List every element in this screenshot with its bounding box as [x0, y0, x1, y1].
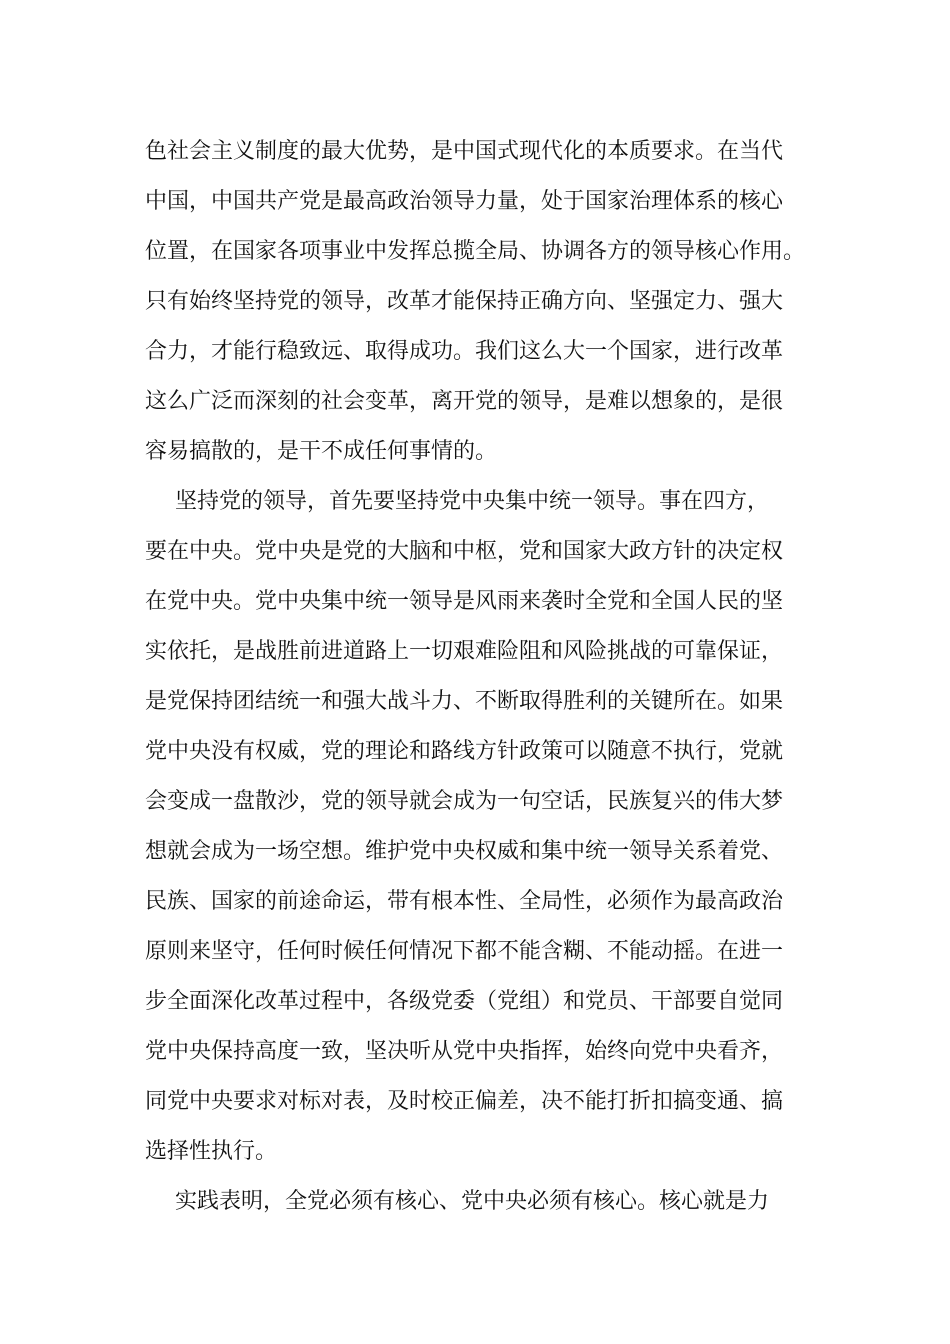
text-line: 党中央保持高度一致，坚决听从党中央指挥，始终向党中央看齐， — [145, 1039, 784, 1064]
text-line: 原则来坚守，任何时候任何情况下都不能含糊、不能动摇。在进一 — [145, 939, 784, 964]
text-line: 步全面深化改革过程中，各级党委（党组）和党员、干部要自觉同 — [145, 989, 784, 1014]
text-line: 色社会主义制度的最大优势，是中国式现代化的本质要求。在当代 — [145, 139, 784, 164]
paragraph — [145, 127, 825, 477]
text-line: 民族、国家的前途命运，带有根本性、全局性，必须作为最高政治 — [145, 889, 784, 914]
text-line: 只有始终坚持党的领导，改革才能保持正确方向、坚强定力、强大 — [145, 289, 784, 314]
text-line: 在党中央。党中央集中统一领导是风雨来袭时全党和全国人民的坚 — [145, 589, 784, 614]
text-line: 要在中央。党中央是党的大脑和中枢，党和国家大政方针的决定权 — [145, 539, 784, 564]
text-line: 同党中央要求对标对表，及时校正偏差，决不能打折扣搞变通、搞 — [145, 1089, 784, 1114]
text-line: 合力，才能行稳致远、取得成功。我们这么大一个国家，进行改革 — [145, 339, 784, 364]
text-line: 实依托，是战胜前进道路上一切艰难险阻和风险挑战的可靠保证， — [145, 639, 784, 664]
text-line: 容易搞散的，是干不成任何事情的。 — [145, 439, 498, 464]
text-line: 坚持党的领导，首先要坚持党中央集中统一领导。事在四方， — [175, 489, 770, 514]
text-line: 党中央没有权威，党的理论和路线方针政策可以随意不执行，党就 — [145, 739, 784, 764]
text-line: 想就会成为一场空想。维护党中央权威和集中统一领导关系着党、 — [145, 839, 784, 864]
paragraph — [145, 477, 825, 1177]
text-line: 实践表明，全党必须有核心、党中央必须有核心。核心就是力 — [175, 1189, 770, 1214]
text-line: 中国，中国共产党是最高政治领导力量，处于国家治理体系的核心 — [145, 189, 784, 214]
document-page — [145, 127, 825, 1227]
text-line: 选择性执行。 — [145, 1139, 278, 1164]
text-line: 会变成一盘散沙，党的领导就会成为一句空话，民族复兴的伟大梦 — [145, 789, 784, 814]
text-line: 是党保持团结统一和强大战斗力、不断取得胜利的关键所在。如果 — [145, 689, 784, 714]
paragraph — [145, 1177, 825, 1227]
text-line: 位置，在国家各项事业中发挥总揽全局、协调各方的领导核心作用。 — [145, 239, 806, 264]
text-line: 这么广泛而深刻的社会变革，离开党的领导，是难以想象的，是很 — [145, 389, 784, 414]
